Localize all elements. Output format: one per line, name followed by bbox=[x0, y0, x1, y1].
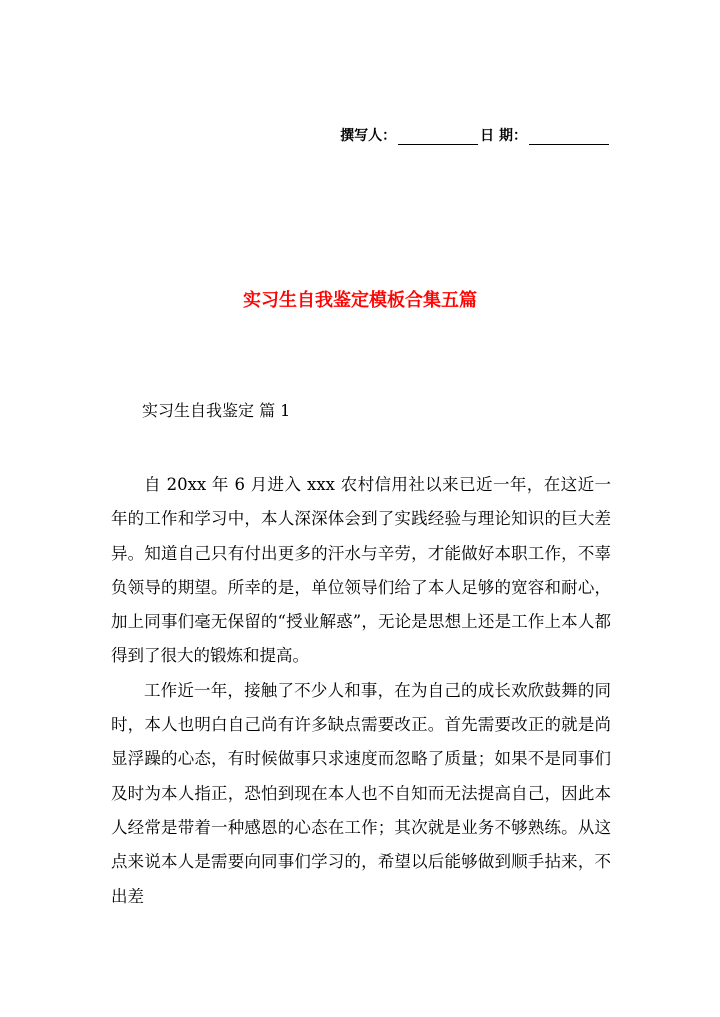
author-date-line bbox=[340, 125, 611, 145]
date-label: 日 期： bbox=[480, 128, 527, 144]
author-blank-field bbox=[398, 130, 478, 145]
section-heading: 实习生自我鉴定 篇 1 bbox=[142, 401, 291, 420]
paragraph-1: 自 20xx 年 6 月进入 xxx 农村信用社以来已近一年，在这近一年的工作和学习中，本人深深体会到了实践经验与理论知识的巨大差异。知道自己只有付出更多的汗水与辛劳，才能做好本职工作，不辜负领导的期望。所幸的是，单位领导们给了本人足够的宽容和耐心，加上同事们毫无保留的“授业解惑”，无论是思想上还是工作上本人都得到了很大的锻炼和提高。 bbox=[111, 475, 611, 666]
paragraph-2: 工作近一年，接触了不少人和事，在为自己的成长欢欣鼓舞的同时，本人也明白自己尚有许多缺点需要改正。首先需要改正的就是尚显浮躁的心态，有时候做事只求速度而忽略了质量；如果不是同事们及时为本人指正，恐怕到现在本人也不自知而无法提高自己，因此本人经常是带着一种感恩的心态在工作；其次就是业务不够熟练。从这点来说本人是需要向同事们学习的，希望以后能够做到顺手拈来，不出差 bbox=[111, 680, 611, 906]
date-blank-field bbox=[529, 130, 609, 145]
document-body bbox=[111, 468, 611, 914]
author-label: 撰写人： bbox=[340, 128, 397, 144]
document-title: 实习生自我鉴定模板合集五篇 bbox=[243, 290, 477, 311]
